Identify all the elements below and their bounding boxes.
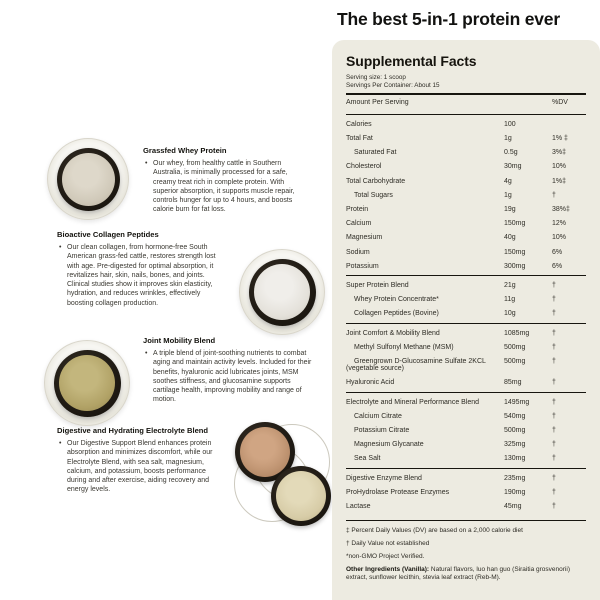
- nutrient-label: Joint Comfort & Mobility Blend: [346, 329, 440, 337]
- table-row: [346, 174, 586, 188]
- table-row: [346, 117, 586, 131]
- nutrient-amount: 11g: [504, 296, 516, 304]
- facts-section: [346, 275, 586, 323]
- collagen-powder: [254, 264, 310, 320]
- table-row: [346, 160, 586, 174]
- facts-header-row: [346, 95, 586, 110]
- other-ingredients-text: Natural flavors, luo han guo (Siraitia grosvenorii) extract, sunflower lecithin, stevia leaf extract (Reb-M).: [346, 566, 570, 581]
- table-row: [346, 471, 586, 485]
- nutrient-dv: †: [552, 191, 556, 199]
- nutrient-amount: 21g: [504, 281, 516, 289]
- facts-section: [346, 323, 586, 392]
- feature-bullet-row: [57, 243, 219, 308]
- nutrient-dv: 10%: [552, 163, 567, 171]
- nutrient-label: Super Protein Blend: [346, 281, 409, 289]
- table-row: [346, 231, 586, 245]
- nutrient-amount: 540mg: [504, 412, 526, 420]
- table-row: [346, 188, 586, 202]
- table-row: [346, 259, 586, 273]
- nutrient-amount: 150mg: [504, 248, 526, 256]
- nutrient-label: Greengrown D-Glucosamine Sulfate 2KCL (vegetable source): [346, 357, 486, 373]
- feature-heading: Joint Mobility Blend: [143, 336, 216, 345]
- nutrient-dv: 38%‡: [552, 205, 570, 213]
- nutrient-dv: †: [552, 329, 556, 337]
- nutrient-label: Protein: [346, 205, 369, 213]
- nutrient-label: Digestive Enzyme Blend: [346, 474, 422, 482]
- nutrient-dv: 10%: [552, 234, 567, 242]
- nutrient-dv: †: [552, 281, 556, 289]
- nutrient-dv: †: [552, 455, 556, 463]
- feature-bullet-row: [143, 159, 311, 215]
- table-row: [346, 131, 586, 145]
- feature-bullet-row: [57, 439, 215, 495]
- bullet-icon: •: [145, 160, 148, 167]
- digestive-powder-bowls-image: [230, 420, 334, 528]
- nutrient-dv: †: [552, 488, 556, 496]
- nutrient-label: Hyaluronic Acid: [346, 379, 395, 387]
- feature-joint-mobility: [143, 336, 315, 405]
- nutrient-label: Calories: [346, 120, 372, 128]
- nutrient-dv: †: [552, 296, 556, 304]
- nutrient-amount: 1085mg: [504, 329, 530, 337]
- feature-collagen-peptides: [57, 230, 219, 308]
- nutrient-amount: 150mg: [504, 220, 526, 228]
- table-row: [346, 217, 586, 231]
- table-row: [346, 146, 586, 160]
- bowl-icon: [54, 350, 121, 417]
- table-row: [346, 293, 586, 307]
- supplement-facts-title: Supplemental Facts: [346, 53, 477, 69]
- nutrient-amount: 40g: [504, 234, 516, 242]
- nutrient-amount: 19g: [504, 205, 516, 213]
- nutrient-amount: 235mg: [504, 474, 526, 482]
- joint-powder-bowl-image: [44, 340, 130, 426]
- collagen-powder-bowl-image: [239, 249, 325, 335]
- nutrient-label: Total Sugars: [354, 191, 393, 199]
- nutrient-amount: 325mg: [504, 441, 526, 449]
- feature-grassfed-whey: [143, 146, 311, 215]
- nutrient-label: Lactase: [346, 502, 371, 510]
- nutrient-label: Total Carbohydrate: [346, 177, 406, 185]
- nutrient-dv: †: [552, 379, 556, 387]
- table-row: [346, 354, 586, 375]
- nutrient-dv: †: [552, 310, 556, 318]
- nutrient-amount: 4g: [504, 177, 512, 185]
- facts-section: [346, 468, 586, 516]
- nutrient-label: Total Fat: [346, 134, 373, 142]
- nutrient-label: Potassium Citrate: [354, 426, 410, 434]
- footnote: † Daily Value not established: [346, 540, 430, 548]
- bowl-icon: [249, 259, 316, 326]
- nutrient-amount: 10g: [504, 310, 516, 318]
- table-row: [346, 438, 586, 452]
- nutrient-amount: 500mg: [504, 426, 526, 434]
- nutrient-amount: 1495mg: [504, 398, 530, 406]
- nutrient-dv: 12%: [552, 220, 567, 228]
- nutrient-amount: 1g: [504, 191, 512, 199]
- nutrient-dv: †: [552, 426, 556, 434]
- facts-section: [346, 392, 586, 468]
- nutrient-label: Cholesterol: [346, 163, 382, 171]
- nutrient-amount: 500mg: [504, 357, 526, 365]
- bowl-icon: [271, 466, 331, 526]
- table-row: [346, 376, 586, 390]
- nutrient-label: ProHydrolase Protease Enzymes: [346, 488, 450, 496]
- table-row: [346, 307, 586, 321]
- bullet-icon: •: [59, 440, 62, 447]
- feature-heading: Grassfed Whey Protein: [143, 146, 227, 155]
- table-row: [346, 499, 586, 513]
- table-row: [346, 409, 586, 423]
- nutrient-label: Magnesium Glycanate: [354, 441, 424, 449]
- nutrient-dv: †: [552, 441, 556, 449]
- feature-body: Our whey, from healthy cattle in Southern Australia, is minimally processed for a safe, creamy treat rich in complete protein. With superior absorption, it supports muscle repair, controls hunger for up to 4 hours, and boosts calorie burn for fat loss.: [153, 160, 295, 214]
- supplement-facts-panel: [332, 40, 600, 600]
- nutrient-dv: †: [552, 412, 556, 420]
- feature-body: Our clean collagen, from hormone-free South American grass-fed cattle, restores strength lost with age. Pre-digested for optimal absorption, it revitalizes hair, skin, nails, bones, and joints. Clinical studies show it improves skin elasticity, hydration, and reduces wrinkles, effectively boosting collagen production.: [67, 244, 216, 307]
- table-row: [346, 278, 586, 292]
- divider: [346, 520, 586, 522]
- table-row: [346, 423, 586, 437]
- whey-powder: [62, 153, 115, 206]
- nutrient-dv: 6%: [552, 262, 563, 270]
- footnote: *non-GMO Project Verified.: [346, 553, 425, 561]
- feature-heading: Digestive and Hydrating Electrolyte Blend: [57, 426, 209, 435]
- facts-section: [346, 115, 586, 275]
- footnotes: [346, 527, 586, 561]
- nutrient-dv: †: [552, 343, 556, 351]
- nutrient-label: Saturated Fat: [354, 149, 397, 157]
- whey-powder-bowl-image: [47, 138, 129, 220]
- page-title: The best 5-in-1 protein ever: [337, 9, 560, 29]
- nutrient-label: Electrolyte and Mineral Performance Blend: [346, 398, 480, 406]
- nutrient-amount: 85mg: [504, 379, 522, 387]
- serving-size: Serving size: 1 scoop: [346, 74, 406, 81]
- nutrient-amount: 130mg: [504, 455, 526, 463]
- nutrient-label: Whey Protein Concentrate*: [354, 296, 439, 304]
- amount-per-serving-header: Amount Per Serving: [346, 98, 409, 106]
- table-row: [346, 395, 586, 409]
- nutrient-label: Calcium Citrate: [354, 412, 402, 420]
- nutrient-label: Methyl Sulfonyl Methane (MSM): [354, 343, 454, 351]
- serving-info: [346, 74, 586, 89]
- table-row: [346, 326, 586, 340]
- nutrient-amount: 30mg: [504, 163, 522, 171]
- nutrient-amount: 0.5g: [504, 149, 518, 157]
- nutrient-dv: 6%: [552, 248, 563, 256]
- facts-sections: [346, 115, 586, 515]
- other-ingredients-label: Other Ingredients (Vanilla):: [346, 566, 430, 574]
- bowl-icon: [57, 148, 120, 211]
- nutrient-label: Sea Salt: [354, 455, 381, 463]
- joint-powder: [59, 355, 115, 411]
- nutrient-dv: †: [552, 502, 556, 510]
- nutrient-dv: †: [552, 474, 556, 482]
- tan-powder: [240, 427, 290, 477]
- servings-per-container: Servings Per Container: About 15: [346, 81, 440, 89]
- nutrient-amount: 1g: [504, 134, 512, 142]
- nutrient-label: Sodium: [346, 248, 370, 256]
- nutrient-amount: 190mg: [504, 488, 526, 496]
- feature-digestive-electrolyte: [57, 426, 215, 495]
- bullet-icon: •: [59, 244, 62, 251]
- nutrient-amount: 300mg: [504, 262, 526, 270]
- nutrient-label: Magnesium: [346, 234, 383, 242]
- nutrient-amount: 500mg: [504, 343, 526, 351]
- nutrient-amount: 100: [504, 120, 516, 128]
- nutrient-label: Calcium: [346, 220, 372, 228]
- nutrient-dv: 1%‡: [552, 177, 567, 185]
- nutrient-dv: †: [552, 398, 556, 406]
- table-row: [346, 340, 586, 354]
- feature-body: A triple blend of joint-soothing nutrients to combat aging and maintain activity levels. Included for their benefits, hyaluronic acid lubricates joints, MSM soothes stiffness, and glucosamine supports cartilage health, improving mobility and range of motion.: [153, 350, 312, 404]
- feature-heading: Bioactive Collagen Peptides: [57, 230, 159, 239]
- dv-header: %DV: [552, 98, 568, 106]
- bullet-icon: •: [145, 350, 148, 357]
- feature-body: Our Digestive Support Blend enhances protein absorption and minimizes discomfort, while our Electrolyte Blend, with sea salt, magnesium, calcium, and potassium, boosts performance during and after exercise, aiding recovery and energy levels.: [67, 440, 213, 494]
- other-ingredients: [346, 566, 586, 582]
- feature-bullet-row: [143, 349, 315, 405]
- nutrient-label: Collagen Peptides (Bovine): [354, 310, 439, 318]
- table-row: [346, 245, 586, 259]
- footnote: ‡ Percent Daily Values (DV) are based on a 2,000 calorie diet: [346, 527, 523, 535]
- table-row: [346, 452, 586, 466]
- nutrient-amount: 45mg: [504, 502, 522, 510]
- nutrient-label: Potassium: [346, 262, 379, 270]
- nutrient-dv: 3%‡: [552, 149, 567, 157]
- table-row: [346, 202, 586, 216]
- nutrient-dv: 1% ‡: [552, 134, 568, 142]
- table-row: [346, 485, 586, 499]
- nutrient-dv: †: [552, 357, 556, 365]
- cream-powder: [276, 471, 326, 521]
